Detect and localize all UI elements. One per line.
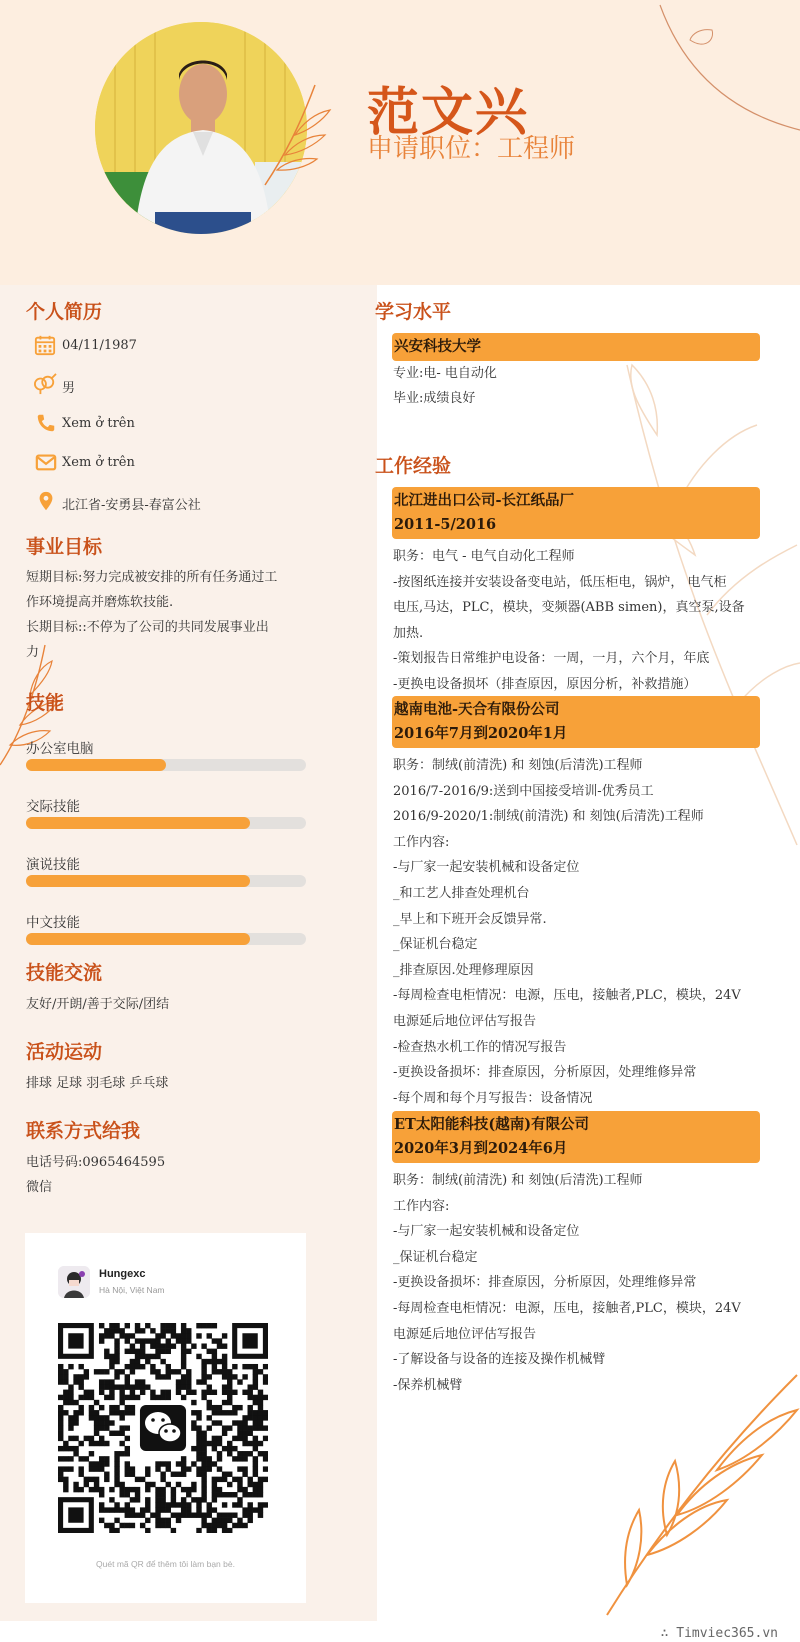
job-period: 2016年7月到2020年1月: [394, 725, 568, 742]
skill-bar-fill: [26, 759, 166, 771]
section-title-goal: 事业目标: [26, 536, 103, 558]
location-pin-icon: [35, 490, 57, 512]
job-detail-line: 2016/9-2020/1:制绒(前清洗) 和 刻蚀(后清洗)工程师: [393, 809, 704, 825]
soft-skills-text: 友好/开朗/善于交际/团结: [26, 997, 170, 1012]
header-banner: [0, 0, 800, 285]
leaf-decoration-icon: [255, 75, 335, 195]
job-period: 2020年3月到2024年6月: [394, 1140, 568, 1157]
goal-long-line-2: 力: [26, 645, 40, 660]
job-detail-line: 工作内容:: [393, 1198, 450, 1214]
goal-short-line-2: 作环境提高并磨炼软技能.: [26, 595, 174, 610]
job-company: 越南电池-天合有限份公司: [394, 701, 560, 718]
goal-long-line-1: 长期目标::不停为了公司的共同发展事业出: [26, 620, 269, 635]
email-text: Xem ở trên: [62, 455, 135, 470]
job-detail-line: 2016/7-2016/9:送到中国接受培训-优秀员工: [393, 783, 654, 799]
job-detail-line: -每周检查电柜情况：电源，压电，接触者,PLC，模块，24V: [393, 988, 741, 1004]
job-detail-line: 电压,马达，PLC，模块，变频器(ABB simen)，真空泵,设备: [393, 600, 745, 616]
job-company: 北江进出口公司-长江纸品厂: [394, 492, 575, 509]
job-detail-line: 电源延后地位评估写报告: [393, 1326, 537, 1342]
skill-label: 演说技能: [26, 857, 80, 873]
job-detail-line: _和工艺人排查处理机台: [393, 886, 530, 901]
avatar: [58, 1266, 90, 1298]
right-column: [377, 285, 800, 1621]
phone-icon: [35, 412, 57, 434]
phone-text: Xem ở trên: [62, 416, 135, 431]
qr-code[interactable]: [58, 1323, 268, 1533]
job-detail-line: 工作内容:: [393, 834, 450, 850]
calendar-icon: [34, 334, 56, 356]
job-detail-line: _早上和下班开会反馈异常.: [393, 911, 547, 927]
job-detail-line: -检查热水机工作的情况写报告: [393, 1039, 567, 1055]
job-detail-line: 职务：制绒(前清洗) 和 刻蚀(后清洗)工程师: [393, 758, 643, 773]
birthday-text: 04/11/1987: [62, 338, 137, 353]
job-header: [392, 1111, 760, 1163]
section-title-contact: 联系方式给我: [26, 1120, 141, 1142]
skill-bar: [26, 933, 306, 945]
activities-text: 排球 足球 羽毛球 乒乓球: [26, 1076, 169, 1091]
job-detail-line: 加热.: [393, 625, 424, 641]
job-detail-line: -与厂家一起安装机械和设备定位: [393, 1224, 580, 1240]
section-title-activities: 活动运动: [26, 1041, 103, 1063]
job-header: [392, 696, 760, 748]
section-title-profile: 个人简历: [26, 301, 103, 323]
school-name: 兴安科技大学: [392, 333, 760, 361]
gender-text: 男: [62, 381, 76, 396]
job-header: [392, 487, 760, 539]
job-detail-line: _保证机台稳定: [393, 937, 478, 953]
leaf-decoration-icon: [377, 285, 800, 1621]
job-position: 申请职位：工程师: [367, 134, 576, 164]
skill-label: 交际技能: [26, 799, 80, 815]
skill-bar: [26, 817, 306, 829]
qr-location: Hà Nội, Việt Nam: [99, 1285, 165, 1295]
email-icon: [35, 451, 57, 473]
skill-bar: [26, 875, 306, 887]
address-text: 北江省-安勇县-春富公社: [62, 498, 201, 513]
job-detail-line: -更换电设备损坏（排查原因，原因分析，补救措施）: [393, 677, 697, 692]
skill-bar-fill: [26, 817, 250, 829]
section-title-soft-skills: 技能交流: [26, 962, 103, 984]
job-detail-line: -保养机械臂: [393, 1377, 463, 1393]
job-detail-line: 职务：电气 - 电气自动化工程师: [393, 549, 575, 564]
job-period: 2011-5/2016: [394, 516, 497, 533]
job-detail-line: -更换设备损坏：排查原因，分析原因，处理维修异常: [393, 1065, 697, 1081]
goal-short-line-1: 短期目标:努力完成被安排的所有任务通过工: [26, 570, 278, 585]
skill-bar-fill: [26, 875, 250, 887]
qr-username: Hungexc: [99, 1268, 146, 1280]
education-major: 专业:电- 电自动化: [393, 366, 497, 381]
job-detail-line: -每周检查电柜情况：电源，压电，接触者,PLC，模块，24V: [393, 1301, 741, 1316]
job-detail-line: -每个周和每个月写报告：设备情况: [393, 1090, 593, 1106]
gender-icon: [32, 373, 58, 395]
job-detail-line: -策划报告日常维护电设备：一周，一月，六个月，年底: [393, 651, 710, 667]
candidate-name: 范文兴: [367, 83, 530, 143]
qr-caption: Quét mã QR để thêm tôi làm bạn bè.: [96, 1559, 235, 1569]
section-title-education: 学习水平: [375, 301, 452, 323]
contact-wechat-text: 微信: [26, 1180, 53, 1195]
job-detail-line: -与厂家一起安装机械和设备定位: [393, 860, 580, 876]
job-detail-line: _排查原因.处理修理原因: [393, 962, 534, 978]
skill-label: 办公室电脑: [26, 741, 94, 757]
education-graduation: 毕业:成绩良好: [393, 391, 476, 406]
contact-phone-text: 电话号码:0965464595: [26, 1155, 166, 1170]
job-detail-line: -了解设备与设备的连接及操作机械臂: [393, 1352, 606, 1368]
skill-bar: [26, 759, 306, 771]
skill-bar-fill: [26, 933, 250, 945]
wechat-qr-card: [25, 1233, 306, 1603]
section-title-skills: 技能: [26, 692, 65, 714]
footer-watermark: ∴ Timviec365.vn: [660, 1626, 778, 1641]
job-detail-line: 电源延后地位评估写报告: [393, 1014, 537, 1029]
job-company: ET太阳能科技(越南)有限公司: [394, 1116, 590, 1133]
job-detail-line: 职务：制绒(前清洗) 和 刻蚀(后清洗)工程师: [393, 1173, 643, 1188]
skill-label: 中文技能: [26, 915, 80, 931]
section-title-experience: 工作经验: [375, 455, 452, 477]
job-detail-line: _保证机台稳定: [393, 1249, 478, 1265]
job-detail-line: -按图纸连接并安装设备变电站，低压柜电，锅炉， 电气柜: [393, 574, 727, 590]
job-detail-line: -更换设备损坏：排查原因，分析原因，处理维修异常: [393, 1275, 697, 1291]
